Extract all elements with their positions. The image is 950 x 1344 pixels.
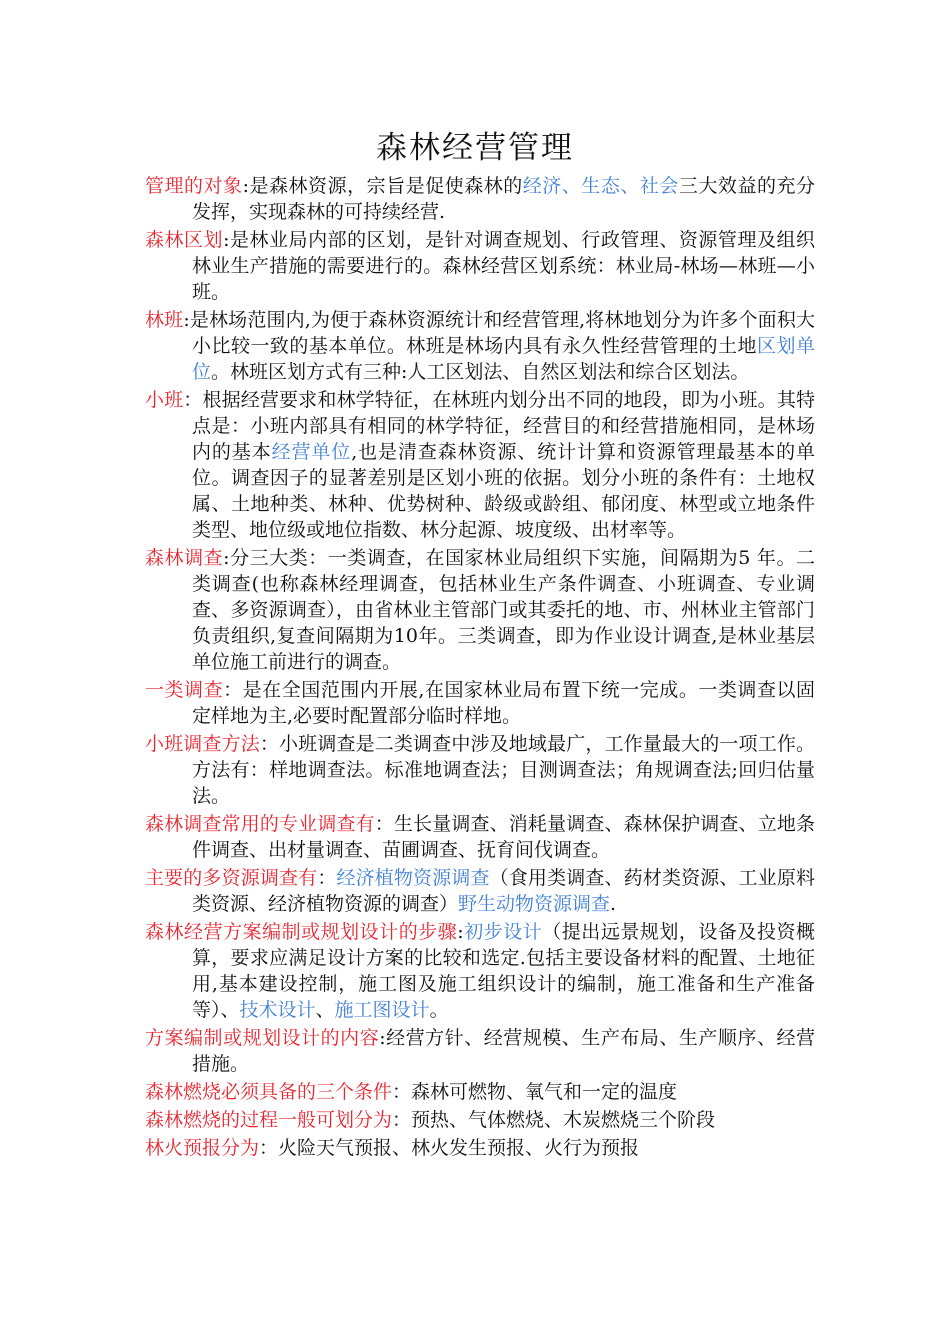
- entry-paragraph: [145, 865, 815, 917]
- entry-paragraph: [145, 387, 815, 543]
- entry-text: ：森林可燃物、氧气和一定的温度: [392, 1081, 678, 1103]
- highlighted-term: 区划单位: [192, 335, 815, 383]
- entry-text: ：是在全国范围内开展,在国家林业局布置下统一完成。一类调查以固定样地为主,必要时配置部分临时样地。: [192, 679, 815, 727]
- entry-term: 小班调查方法: [145, 733, 260, 755]
- document-title: 森林经营管理: [376, 130, 574, 166]
- entry-paragraph: [145, 731, 815, 809]
- highlighted-term: 经济植物资源调查: [336, 867, 490, 889]
- entry-term: 森林燃烧必须具备的三个条件: [145, 1081, 393, 1103]
- entry-text: .: [610, 893, 617, 915]
- entry-text: 。: [429, 999, 449, 1021]
- entry-text: 三大效益的充分发挥，实现森林的可持续经营.: [192, 175, 815, 223]
- entry-term: 管理的对象: [145, 175, 243, 197]
- entry-text: （食用类调查、药材类资源、工业原料类资源、经济植物资源的调查）: [192, 867, 815, 915]
- entry-paragraph: [145, 545, 815, 675]
- highlighted-term: 经济、生态、社会: [522, 175, 679, 197]
- entry-text: ：火险天气预报、林火发生预报、火行为预报: [259, 1137, 640, 1159]
- highlighted-term: 经营单位: [271, 441, 352, 463]
- entry-text: （提出远景规划，设备及投资概算，要求应满足设计方案的比较和选定.包括主要设备材料的配置、土地征用,基本建设控制，施工图及施工组织设计的编制，施工准备和生产准备等）、: [192, 921, 815, 1021]
- entry-text: ：根据经营要求和林学特征，在林班内划分出不同的地段，即为小班。其特点是：小班内部具有相同的林学特征，经营目的和经营措施相同，是林场内的基本: [183, 389, 815, 463]
- document-body: [145, 173, 815, 1163]
- entry-term: 一类调查: [145, 679, 224, 701]
- entry-text: ,也是清查森林资源、统计计算和资源管理最基本的单位。调查因子的显著差别是区划小班的依据。划分小班的条件有：土地权属、土地种类、林种、优势树种、龄级或龄组、郁闭度、林型或立地条件类型、地位级或地位指数、林分起源、坡度级、出材率等。: [192, 441, 815, 541]
- entry-text: ：生长量调查、消耗量调查、森林保护调查、立地条件调查、出材量调查、苗圃调查、抚育间伐调查。: [192, 813, 815, 861]
- entry-term: 森林经营方案编制或规划设计的步骤: [145, 921, 458, 943]
- entry-text: 、: [315, 999, 335, 1021]
- highlighted-term: 野生动物资源调查: [458, 893, 611, 915]
- highlighted-term: 施工图设计: [334, 999, 430, 1021]
- entry-paragraph: [145, 811, 815, 863]
- entry-term: 小班: [145, 389, 184, 411]
- entry-paragraph: [145, 919, 815, 1023]
- entry-paragraph: [145, 1025, 815, 1077]
- entry-term: 森林调查常用的专业调查有: [145, 813, 375, 835]
- entry-paragraph: [145, 1135, 815, 1161]
- entry-paragraph: [145, 227, 815, 305]
- entry-term: 林火预报分为: [145, 1137, 260, 1159]
- entry-text: :经营方针、经营规模、生产布局、生产顺序、经营措施。: [192, 1027, 815, 1075]
- entry-text: :是林业局内部的区划，是针对调查规划、行政管理、资源管理及组织林业生产措施的需要进行的。森林经营区划系统：林业局-林场—林班—小班。: [192, 229, 815, 303]
- entry-paragraph: [145, 1107, 815, 1133]
- entry-paragraph: [145, 677, 815, 729]
- entry-paragraph: [145, 173, 815, 225]
- entry-term: 主要的多资源调查有: [145, 867, 318, 889]
- entry-text: :分三大类：一类调查，在国家林业局组织下实施，间隔期为5 年。二类调查(也称森林经理调查，包括林业生产条件调查、小班调查、专业调查、多资源调查），由省林业主管部门或其委托的地、市、州林业主管部门负责组织,复查间隔期为10年。三类调查，即为作业设计调查,是林业基层单位施工前进行的调查。: [192, 547, 815, 673]
- entry-text: :是森林资源，宗旨是促使森林的: [242, 175, 523, 197]
- highlighted-term: 初步设计: [463, 921, 543, 943]
- entry-term: 森林调查: [145, 547, 224, 569]
- entry-term: 方案编制或规划设计的内容: [145, 1027, 380, 1049]
- entry-paragraph: [145, 307, 815, 385]
- entry-term: 森林燃烧的过程一般可划分为: [145, 1109, 393, 1131]
- entry-term: 森林区划: [145, 229, 224, 251]
- entry-text: 。林班区划方式有三种:人工区划法、自然区划法和综合区划法。: [211, 361, 750, 383]
- highlighted-term: 技术设计: [239, 999, 316, 1021]
- entry-text: :是林场范围内,为便于森林资源统计和经营管理,将林地划分为许多个面积大小比较一致的基本单位。林班是林场内具有永久性经营管理的土地: [183, 309, 815, 357]
- entry-text: ：预热、气体燃烧、木炭燃烧三个阶段: [392, 1109, 716, 1131]
- entry-text: ：小班调查是二类调查中涉及地域最广，工作量最大的一项工作。方法有：样地调查法。标准地调查法；目测调查法；角规调查法;回归估量法。: [192, 733, 815, 807]
- entry-paragraph: [145, 1079, 815, 1105]
- entry-text: ：: [317, 867, 337, 889]
- entry-term: 林班: [145, 309, 184, 331]
- entry-text: :: [457, 921, 464, 943]
